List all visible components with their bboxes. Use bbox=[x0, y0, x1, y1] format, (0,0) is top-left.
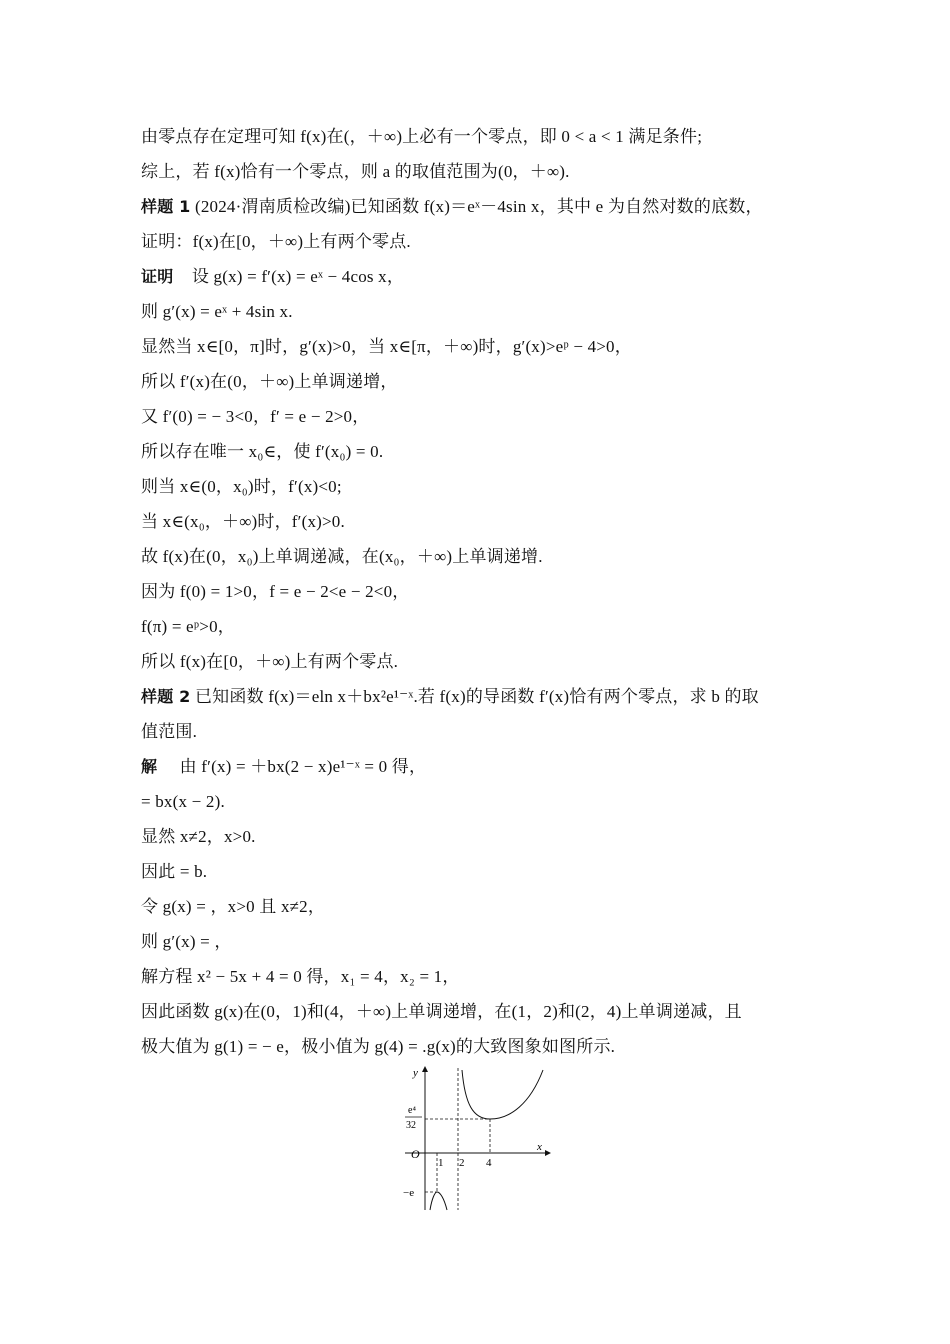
text-line: 所以存在唯一 x₀∈，使 f′(x₀) = 0. bbox=[141, 442, 384, 461]
text-line: 则 g′(x) = eˣ + 4sin x. bbox=[141, 302, 293, 321]
solution-text: 由 f′(x) = ＋bx(2 − x)e¹⁻ˣ = 0 得， bbox=[179, 757, 427, 776]
text-line: 证明：f(x)在[0，＋∞)上有两个零点. bbox=[141, 232, 411, 251]
example-2-label: 样题 2 bbox=[141, 687, 191, 706]
graph-svg bbox=[395, 1064, 555, 1214]
text-line bbox=[141, 195, 821, 219]
text-line: 则当 x∈(0，x₀)时，f′(x)<0; bbox=[141, 477, 342, 496]
text-line: 当 x∈(x₀，＋∞)时，f′(x)>0. bbox=[141, 512, 345, 531]
proof-label: 证明 bbox=[141, 267, 174, 286]
text-line bbox=[141, 755, 821, 779]
text-line: f(π) = eᵖ>0， bbox=[141, 617, 235, 636]
text-line: 显然 x≠2，x>0. bbox=[141, 827, 256, 846]
x-tick-label: 1 bbox=[438, 1157, 444, 1169]
x-axis-arrow bbox=[545, 1150, 551, 1156]
function-graph bbox=[395, 1064, 555, 1214]
example-1-label: 样题 1 bbox=[141, 197, 191, 216]
text-line: 综上，若 f(x)恰有一个零点，则 a 的取值范围为(0，＋∞). bbox=[141, 162, 570, 181]
x-tick-label: 2 bbox=[459, 1157, 465, 1169]
text-line: 令 g(x) = ，x>0 且 x≠2， bbox=[141, 897, 326, 916]
y-tick-label-top: e⁴ bbox=[408, 1105, 416, 1116]
x-tick-label: 4 bbox=[486, 1157, 492, 1169]
proof-text: 设 g(x) = f′(x) = eˣ − 4cos x， bbox=[191, 267, 405, 286]
text-line: 则 g′(x) = ， bbox=[141, 932, 232, 951]
solution-label: 解 bbox=[141, 757, 158, 776]
text-line: 由零点存在定理可知 f(x)在(，＋∞)上必有一个零点，即 0 < a < 1 满足条件; bbox=[141, 127, 703, 146]
text-line: 因此 = b. bbox=[141, 862, 208, 881]
text-line: 极大值为 g(1) = − e，极小值为 g(4) = .g(x)的大致图象如图所示. bbox=[141, 1037, 616, 1056]
origin-label: O bbox=[411, 1147, 420, 1161]
curve-left-branch bbox=[430, 1192, 447, 1210]
y-tick-label-bottom: 32 bbox=[406, 1120, 416, 1131]
text-line: 显然当 x∈[0，π]时，g′(x)>0，当 x∈[π，＋∞)时，g′(x)>eᵖ − 4>0， bbox=[141, 337, 632, 356]
text-line: = bx(x − 2). bbox=[141, 792, 225, 811]
curve-right-branch bbox=[462, 1070, 543, 1119]
text-line: 故 f(x)在(0，x₀)上单调递减，在(x₀，＋∞)上单调递增. bbox=[141, 547, 543, 566]
y-tick-label-neg: −e bbox=[403, 1187, 415, 1199]
text-line bbox=[141, 265, 821, 289]
text-line: 解方程 x² − 5x + 4 = 0 得，x₁ = 4，x₂ = 1， bbox=[141, 967, 460, 986]
text-line: 值范围. bbox=[141, 722, 198, 741]
y-axis-arrow bbox=[422, 1066, 428, 1072]
example-1-text: (2024·渭南质检改编)已知函数 f(x)＝eˣ－4sin x，其中 e 为自然对数的底数， bbox=[194, 197, 763, 216]
text-line: 因为 f(0) = 1>0，f = e − 2<e − 2<0， bbox=[141, 582, 410, 601]
text-line: 所以 f′(x)在(0，＋∞)上单调递增， bbox=[141, 372, 398, 391]
text-line: 所以 f(x)在[0，＋∞)上有两个零点. bbox=[141, 652, 399, 671]
example-2-text: 已知函数 f(x)＝eln x＋bx²e¹⁻ˣ.若 f(x)的导函数 f′(x)恰有两个零点，求 b 的取 bbox=[194, 687, 759, 706]
text-line: 因此函数 g(x)在(0，1)和(4，＋∞)上单调递增，在(1，2)和(2，4)上单调递减，且 bbox=[141, 1002, 742, 1021]
text-line: 又 f′(0) = − 3<0，f′ = e − 2>0， bbox=[141, 407, 370, 426]
x-axis-label: x bbox=[537, 1141, 542, 1153]
y-axis-label: y bbox=[413, 1067, 418, 1079]
text-line bbox=[141, 685, 821, 709]
